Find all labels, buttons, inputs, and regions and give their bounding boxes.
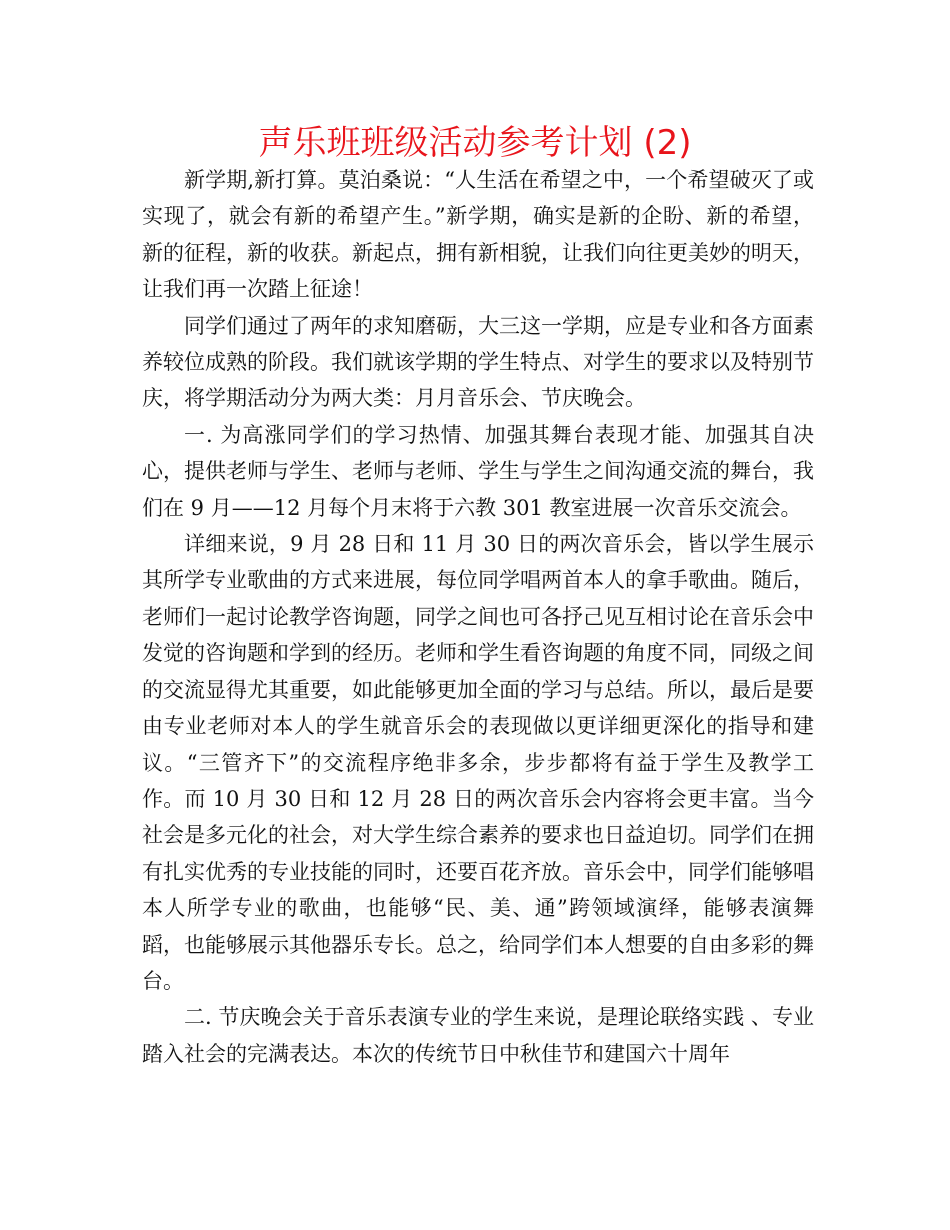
paragraph-intro: 新学期,新打算。莫泊桑说：“人生活在希望之中，一个希望破灭了或实现了，就会有新的希望产生。”新学期，确实是新的企盼、新的希望，新的征程，新的收获。新起点，拥有新相貌，让我们向往更美妙的明天，让我们再一次踏上征途！ <box>142 168 814 302</box>
paragraph-overview: 同学们通过了两年的求知磨砺，大三这一学期，应是专业和各方面素养较位成熟的阶段。我们就该学期的学生特点、对学生的要求以及特别节庆，将学期活动分为两大类：月月音乐会、节庆晚会。 <box>142 313 814 411</box>
paragraph-section-one: 一. 为高涨同学们的学习热情、加强其舞台表现才能、加强其自决心，提供老师与学生、老师与老师、学生与学生之间沟通交流的舞台，我们在 9 月——12 月每个月末将于六教 301 教室进展一次音乐交流会。 <box>142 422 814 520</box>
paragraph-details: 详细来说，9 月 28 日和 11 月 30 日的两次音乐会，皆以学生展示其所学专业歌曲的方式来进展，每位同学唱两首本人的拿手歌曲。随后，老师们一起讨论教学咨询题，同学之间也可各抒己见互相讨论在音乐会中发觉的咨询题和学到的经历。老师和学生看咨询题的角度不同，同级之间的交流显得尤其重要，如此能够更加全面的学习与总结。所以，最后是要由专业老师对本人的学生就音乐会的表现做以更详细更深化的指导和建议。“三管齐下”的交流程序绝非多余，步步都将有益于学生及教学工作。而 10 月 30 日和 12 月 28 日的两次音乐会内容将会更丰富。当今社会是多元化的社会，对大学生综合素养的要求也日益迫切。同学们在拥有扎实优秀的专业技能的同时，还要百花齐放。音乐会中，同学们能够唱本人所学专业的歌曲，也能够“民、美、通”跨领域演绎，能够表演舞蹈，也能够展示其他器乐专长。总之，给同学们本人想要的自由多彩的舞台。 <box>142 532 814 993</box>
document-title: 声乐班班级活动参考计划 (2) <box>258 123 692 163</box>
document-body <box>142 162 814 1072</box>
paragraph-section-two: 二. 节庆晚会关于音乐表演专业的学生来说，是理论联络实践 、专业踏入社会的完满表达。本次的传统节日中秋佳节和建国六十周年 <box>142 1005 814 1066</box>
